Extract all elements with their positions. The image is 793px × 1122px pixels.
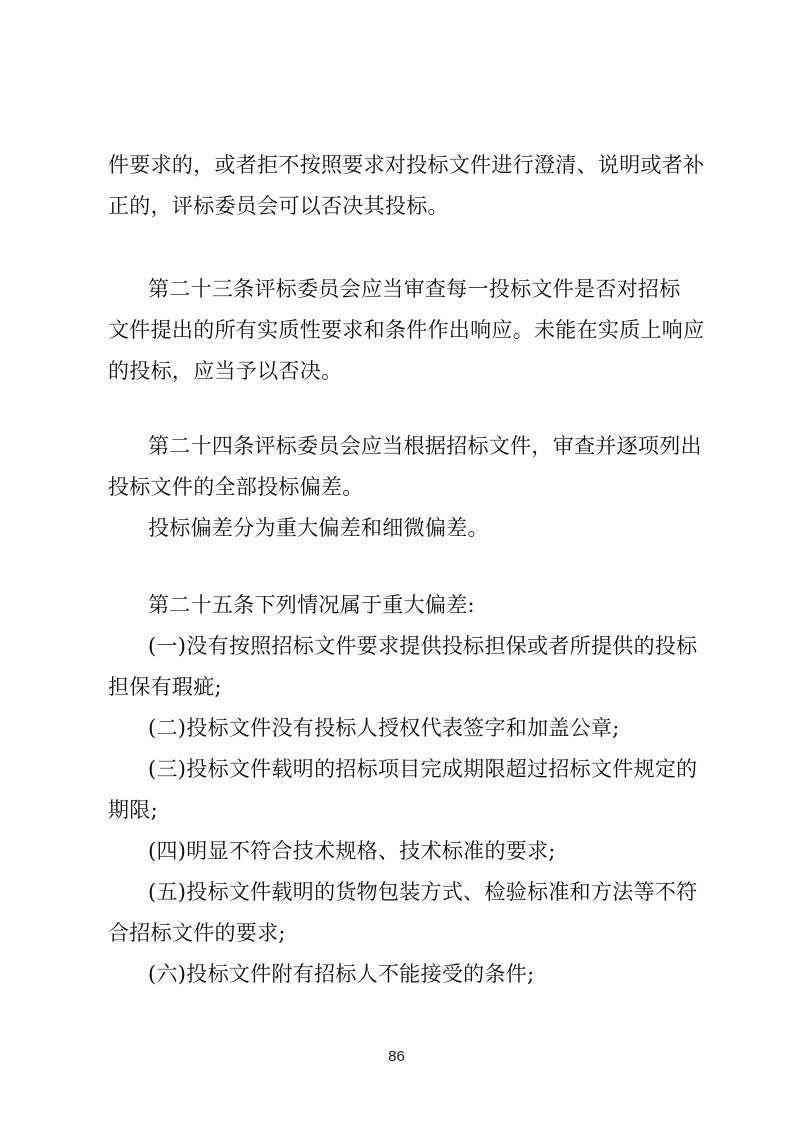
list-item-4: (四)明显不符合技术规格、技术标准的要求; [148, 839, 556, 863]
list-item-1: (一)没有按照招标文件要求提供投标担保或者所提供的投标 [148, 634, 698, 658]
text-line: 合招标文件的要求; [108, 921, 286, 945]
article-25-line: 第二十五条下列情况属于重大偏差: [148, 593, 475, 617]
list-item-5: (五)投标文件载明的货物包装方式、检验标准和方法等不符 [148, 880, 698, 904]
article-24-line: 第二十四条评标委员会应当根据招标文件，审查并逐项列出 [148, 434, 702, 458]
text-line: 文件提出的所有实质性要求和条件作出响应。未能在实质上响应 [108, 318, 705, 342]
list-item-3: (三)投标文件载明的招标项目完成期限超过招标文件规定的 [148, 757, 698, 781]
text-line: 正的，评标委员会可以否决其投标。 [108, 194, 449, 218]
text-line: 的投标，应当予以否决。 [108, 359, 343, 383]
page-number: 86 [388, 1048, 405, 1065]
list-item-6: (六)投标文件附有招标人不能接受的条件; [148, 962, 535, 986]
article-23-line: 第二十三条评标委员会应当审查每一投标文件是否对招标 [148, 277, 681, 301]
text-line: 投标偏差分为重大偏差和细微偏差。 [148, 516, 489, 540]
text-line: 期限; [108, 798, 158, 822]
text-line: 投标文件的全部投标偏差。 [108, 475, 364, 499]
text-line: 担保有瑕疵; [108, 675, 222, 699]
list-item-2: (二)投标文件没有投标人授权代表签字和加盖公章; [148, 716, 620, 740]
text-line: 件要求的，或者拒不按照要求对投标文件进行澄清、说明或者补 [108, 153, 705, 177]
